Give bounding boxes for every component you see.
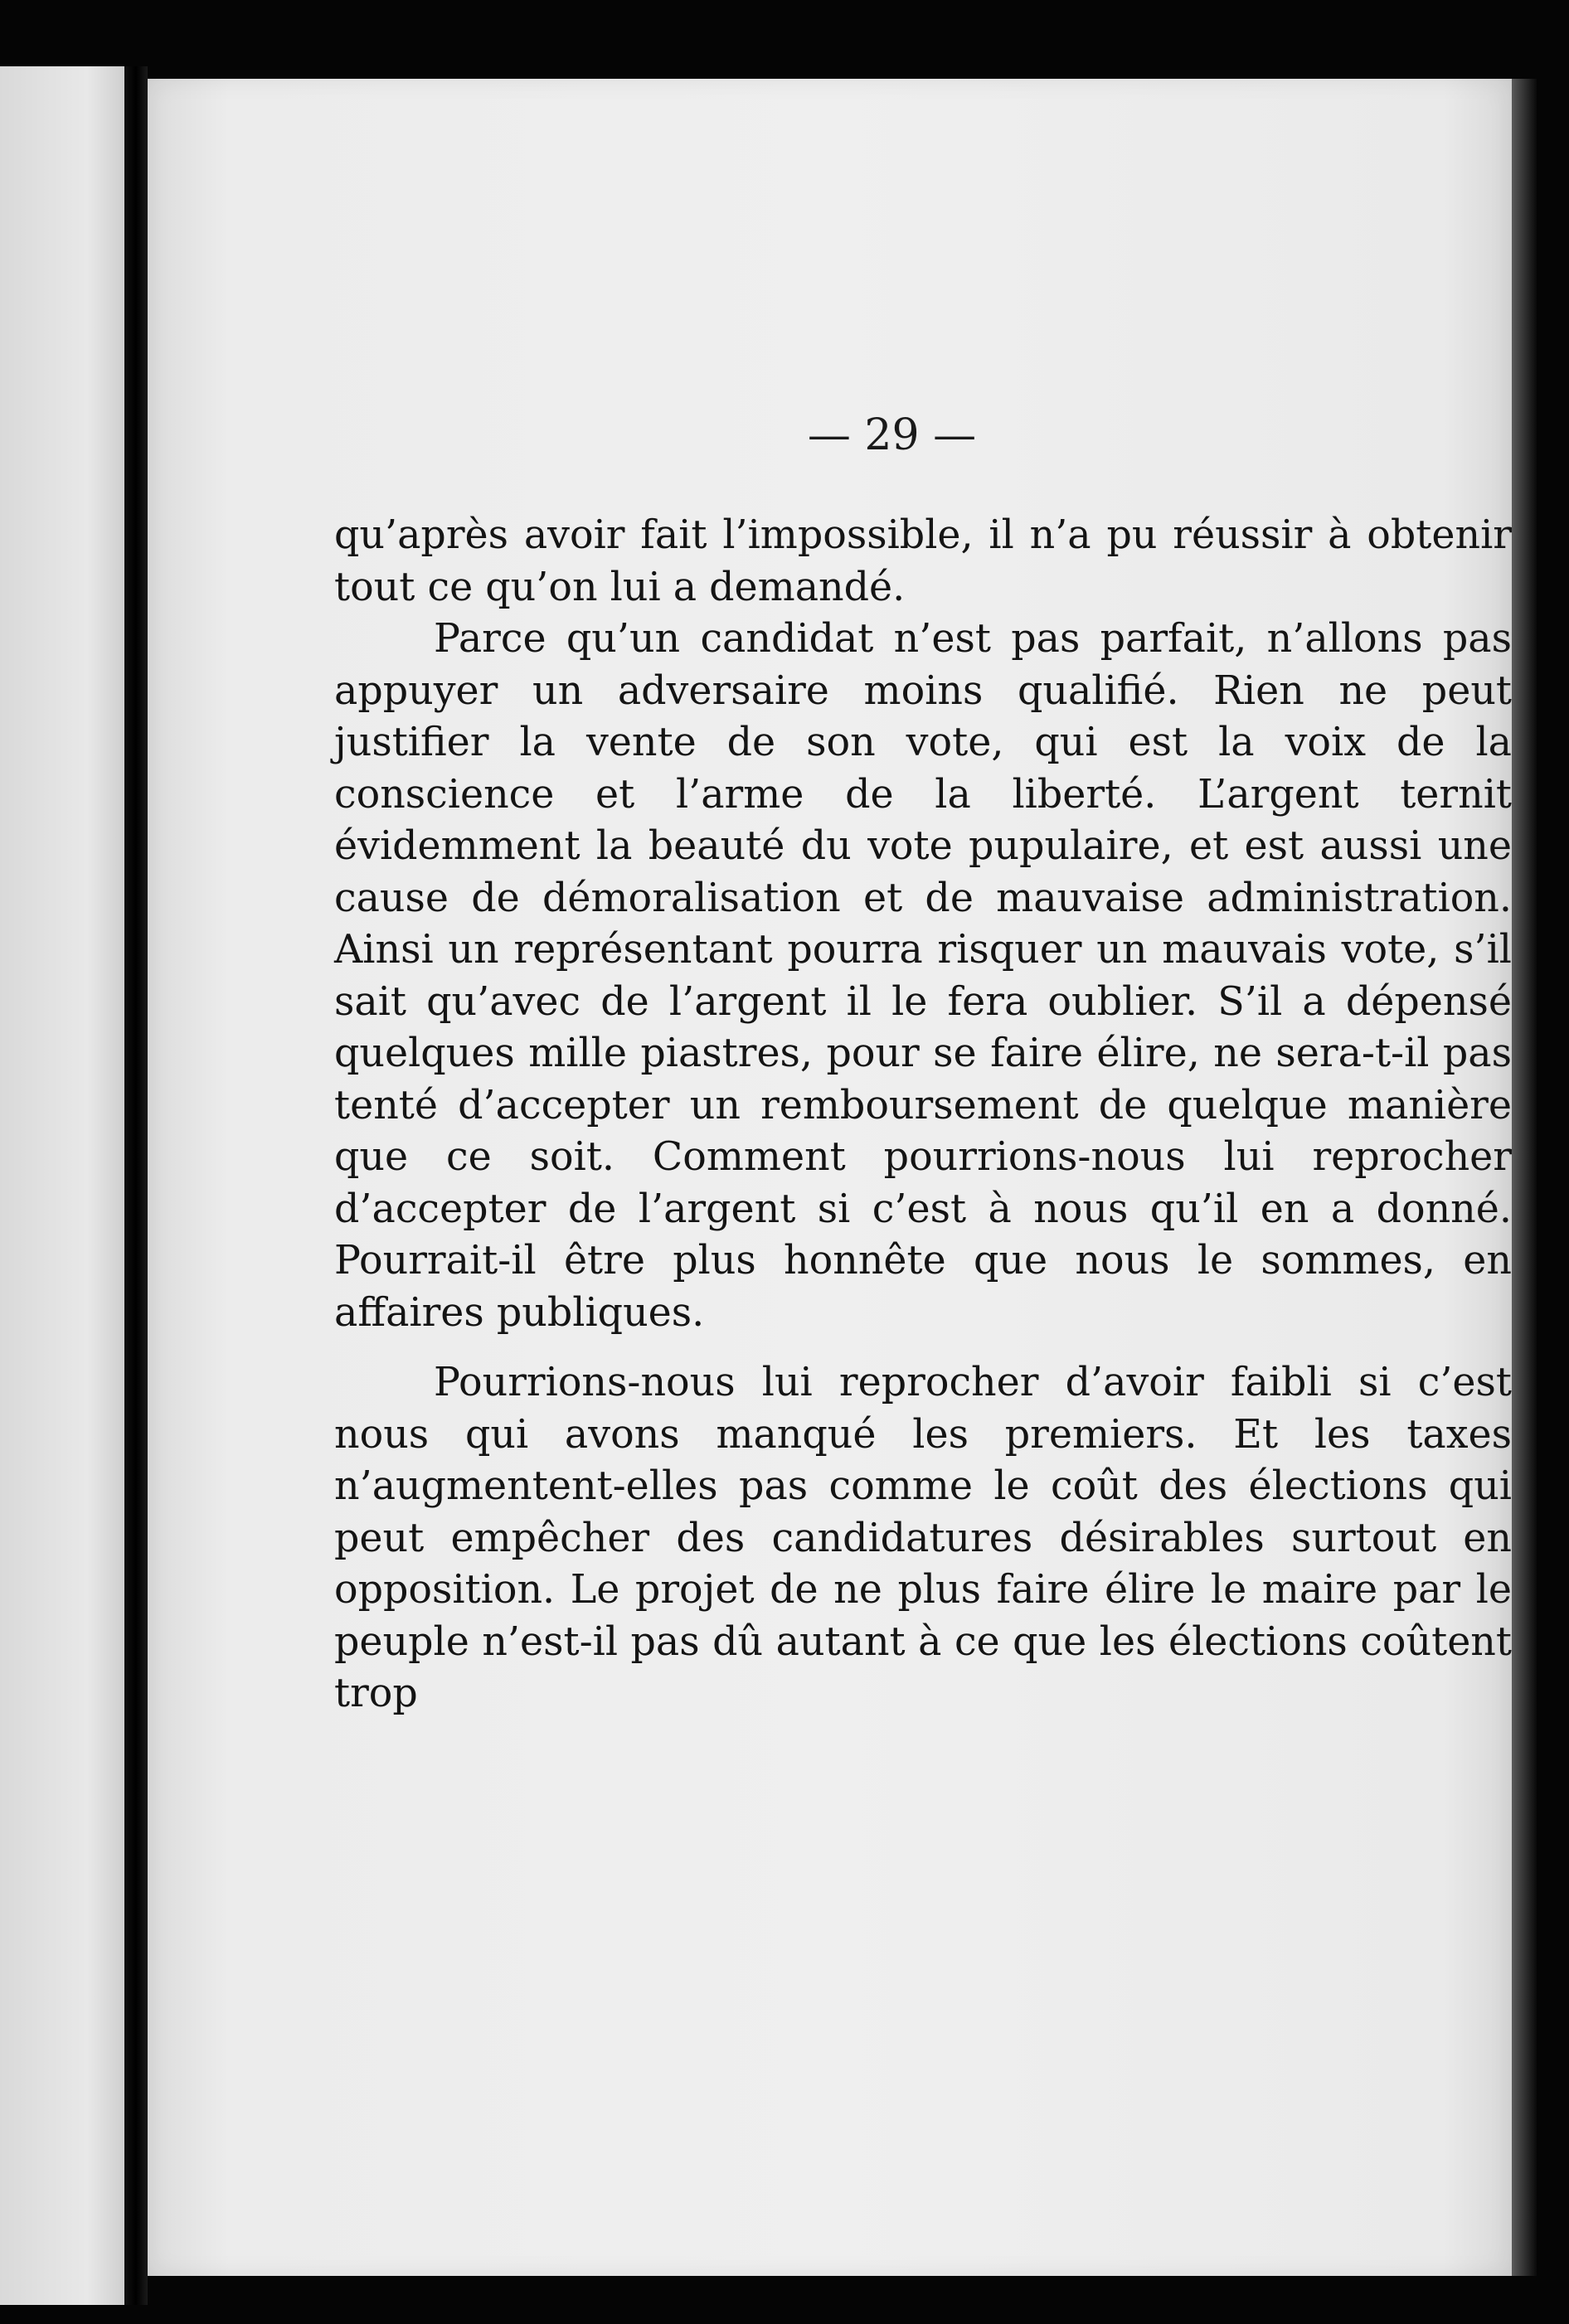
paragraph-2: Parce qu’un candidat n’est pas parfait, n’allons pas appuyer un adversaire moins qualifié. Rien ne peut justifier la vente de son vote, qui est la voix de la conscience et l’arme de la liberté. L’argent ternit évidemment la beauté du vote pupulaire, et est aussi une cause de démoralisation et de mauvaise administration. Ainsi un représentant pourra risquer un mauvais vote, s’il sait qu’avec de l’argent il le fera oublier. S’il a dépensé quelques mille piastres, pour se faire élire, ne sera-t-il pas tenté d’accepter un remboursement de quelque manière que ce soit. Comment pourrions-nous lui reprocher d’accepter de l’argent si c’est à nous qu’il en a donné. Pourrait-il être plus honnête que nous le sommes, en affaires publiques. xyxy=(334,616,1512,1336)
book-page xyxy=(148,79,1512,2276)
left-page-edge xyxy=(0,66,124,2305)
page-right-shadow xyxy=(1512,79,1537,2276)
book-binding xyxy=(124,66,148,2305)
page-number: — 29 — xyxy=(807,410,977,460)
page-body xyxy=(334,510,1512,1720)
paragraph-1: qu’après avoir fait l’impossible, il n’a pu réussir à obtenir tout ce qu’on lui a demandé. xyxy=(334,512,1512,610)
paragraph-3: Pourrions-nous lui reprocher d’avoir faibli si c’est nous qui avons manqué les premiers. Et les taxes n’augmentent-elles pas comme le coût des élections qui peut empêcher des candidatures désirables surtout en opposition. Le projet de ne plus faire élire le maire par le peuple n’est-il pas dû autant à ce que les élections coûtent trop xyxy=(334,1360,1512,1716)
